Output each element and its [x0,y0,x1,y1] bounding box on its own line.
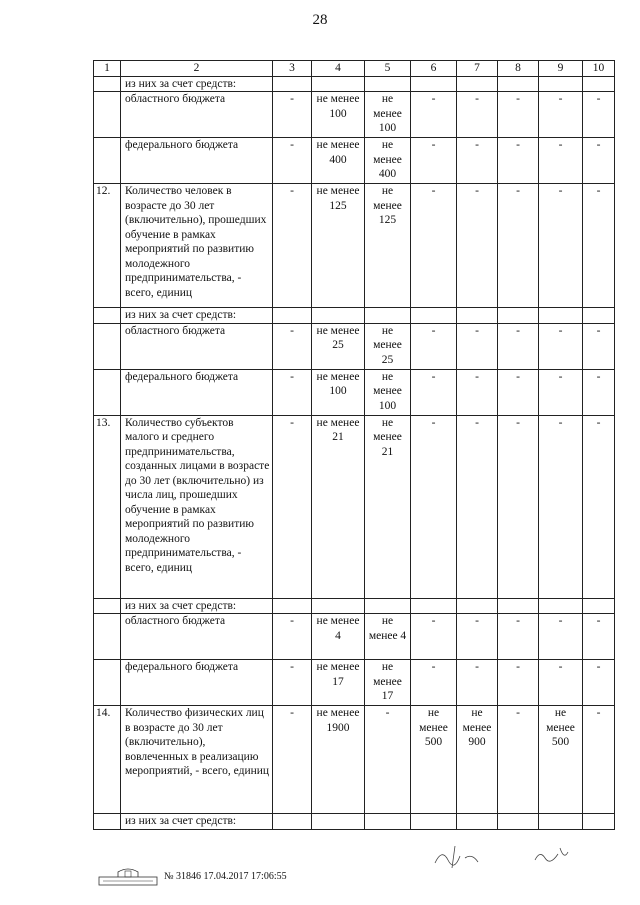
table-cell: не менее 100 [312,369,365,415]
column-header: 8 [498,61,539,77]
table-cell: - [411,92,457,138]
table-cell [273,76,312,92]
table-cell [539,76,583,92]
table-cell [457,814,498,830]
table-row [94,706,615,814]
table-cell: областного бюджета [121,92,273,138]
table-cell: - [583,660,615,706]
table-cell: не менее 125 [312,184,365,308]
table-cell: - [539,184,583,308]
table-cell: - [583,184,615,308]
column-header: 1 [94,61,121,77]
table-cell [365,814,411,830]
table-cell [94,369,121,415]
table-cell [273,814,312,830]
table-row [94,598,615,614]
column-header: 2 [121,61,273,77]
table-cell [94,308,121,324]
table-cell: - [273,415,312,598]
table-cell: - [411,369,457,415]
table-cell: - [498,184,539,308]
table-cell: Количество субъектов малого и среднего предпринимательства, созданных лицами в возрасте до 30 лет (включительно) из числа лиц, прошедших обучение в рамках мероприятий по развитию молодежного предпринимательства, - всего, единиц [121,415,273,598]
table-cell: - [457,614,498,660]
table-cell [539,308,583,324]
table-cell: - [273,706,312,814]
table-cell [365,308,411,324]
table-cell [457,76,498,92]
table-row [94,76,615,92]
table-cell: - [583,369,615,415]
table-cell: - [457,369,498,415]
table-cell [411,76,457,92]
table-cell: - [539,92,583,138]
table-cell: - [498,323,539,369]
table-cell: не менее 17 [312,660,365,706]
table-cell [583,76,615,92]
column-header: 4 [312,61,365,77]
table-cell: - [498,92,539,138]
table-cell [365,76,411,92]
table-cell: - [365,706,411,814]
table-cell [498,814,539,830]
table-cell [94,814,121,830]
table-cell: - [583,92,615,138]
table-cell [583,308,615,324]
table-cell: федерального бюджета [121,660,273,706]
table-cell: не менее 100 [365,92,411,138]
table-cell: - [411,614,457,660]
table-header-row [94,61,615,77]
column-header: 10 [583,61,615,77]
table-cell: - [583,415,615,598]
table-cell [94,92,121,138]
table-cell: не менее 25 [365,323,411,369]
table-row [94,814,615,830]
table-cell [273,598,312,614]
table-cell [94,614,121,660]
column-header: 7 [457,61,498,77]
registration-stamp: № 31846 17.04.2017 17:06:55 [164,870,287,882]
table-cell: - [539,415,583,598]
table-cell [583,814,615,830]
table-cell: - [498,660,539,706]
table-cell: из них за счет средств: [121,814,273,830]
table-cell [312,814,365,830]
table-cell: - [457,92,498,138]
column-header: 6 [411,61,457,77]
table-cell: - [457,138,498,184]
table-cell: - [273,138,312,184]
table-cell [498,598,539,614]
table-row [94,184,615,308]
table-cell [312,308,365,324]
signature-marks [430,838,590,878]
table-cell: не менее 4 [365,614,411,660]
table-cell: федерального бюджета [121,369,273,415]
table-cell: не менее 25 [312,323,365,369]
column-header: 5 [365,61,411,77]
table-cell: не менее 400 [365,138,411,184]
table-cell [94,598,121,614]
column-header: 3 [273,61,312,77]
page-number: 28 [312,12,328,28]
table-cell: - [498,369,539,415]
table-cell [94,660,121,706]
table-cell: - [539,138,583,184]
table-cell: - [273,323,312,369]
table-cell: - [273,369,312,415]
table-cell: не менее 17 [365,660,411,706]
table-cell [94,323,121,369]
table-cell: - [457,184,498,308]
table-cell: - [273,660,312,706]
table-cell [583,598,615,614]
registry-logo-icon [98,866,158,886]
table-cell: - [411,660,457,706]
table-row [94,308,615,324]
table-cell: из них за счет средств: [121,76,273,92]
table-cell [365,598,411,614]
table-row [94,660,615,706]
table-cell: 13. [94,415,121,598]
table-row [94,614,615,660]
table-cell [457,308,498,324]
table-row [94,92,615,138]
table-cell: - [539,369,583,415]
table-cell: не менее 21 [365,415,411,598]
table-cell: - [457,415,498,598]
table-cell: - [583,323,615,369]
table-cell [411,308,457,324]
table-cell: - [411,323,457,369]
table-cell: 14. [94,706,121,814]
table-cell: не менее 900 [457,706,498,814]
table-cell: не менее 125 [365,184,411,308]
table-cell: Количество человек в возрасте до 30 лет (включительно), прошедших обучение в рамках мероприятий по развитию молодежного предпринимательства, - всего, единиц [121,184,273,308]
table-cell [498,308,539,324]
table-cell: Количество физических лиц в возрасте до 30 лет (включительно), вовлеченных в реализацию мероприятий, - всего, единиц [121,706,273,814]
table-cell [411,814,457,830]
table-cell: - [411,184,457,308]
table-row [94,138,615,184]
table-cell: из них за счет средств: [121,308,273,324]
indicators-table [93,60,615,830]
table-cell [312,76,365,92]
table-cell: - [539,323,583,369]
table-cell: областного бюджета [121,614,273,660]
table-cell: - [539,614,583,660]
table-cell: - [457,323,498,369]
table-cell: не менее 21 [312,415,365,598]
table-row [94,323,615,369]
table-cell: - [457,660,498,706]
table-cell: - [273,184,312,308]
table-cell [273,308,312,324]
table-cell: - [498,138,539,184]
table-cell [498,76,539,92]
table-cell: - [583,138,615,184]
table-row [94,369,615,415]
table-cell [94,76,121,92]
table-cell: - [583,706,615,814]
table-cell: не менее 1900 [312,706,365,814]
table-cell: - [411,138,457,184]
table-cell: - [498,415,539,598]
table-cell: - [273,614,312,660]
table-cell: не менее 400 [312,138,365,184]
table-cell: из них за счет средств: [121,598,273,614]
table-cell: - [583,614,615,660]
table-cell: не менее 500 [411,706,457,814]
table-cell: областного бюджета [121,323,273,369]
table-cell: не менее 100 [365,369,411,415]
table-cell [411,598,457,614]
registration-footer [98,866,287,886]
table-cell [457,598,498,614]
table-cell: не менее 500 [539,706,583,814]
table-cell: - [498,614,539,660]
table-cell: федерального бюджета [121,138,273,184]
table-cell [312,598,365,614]
table-cell: - [273,92,312,138]
table-cell: - [411,415,457,598]
column-header: 9 [539,61,583,77]
table-cell [539,814,583,830]
table-row [94,415,615,598]
table-cell: не менее 4 [312,614,365,660]
table-cell: не менее 100 [312,92,365,138]
table-cell: - [498,706,539,814]
table-cell: - [539,660,583,706]
table-cell [539,598,583,614]
table-cell [94,138,121,184]
table-cell: 12. [94,184,121,308]
